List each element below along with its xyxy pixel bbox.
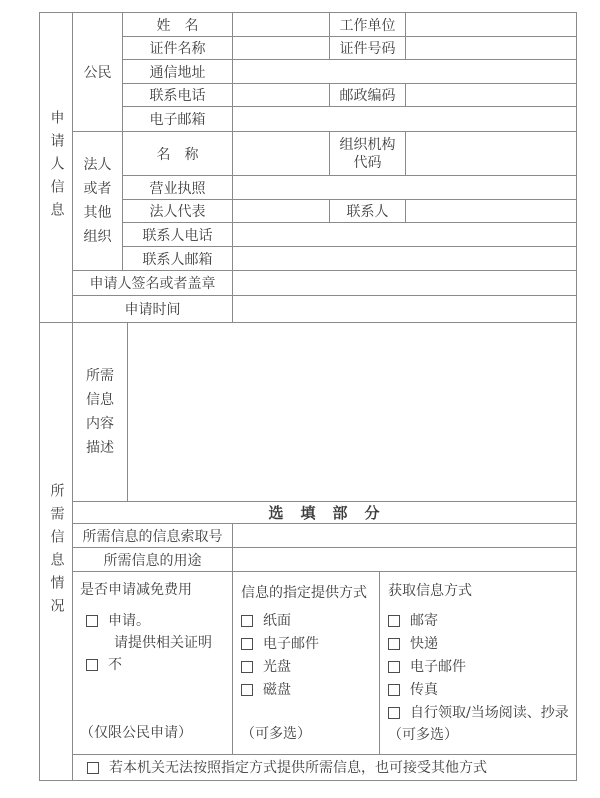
provide-method-group xyxy=(233,572,380,755)
footer-text: 若本机关无法按照指定方式提供所需信息，也可接受其他方式 xyxy=(109,759,487,776)
section-required-info-label: 所需信息情况 xyxy=(40,323,73,780)
fee-apply-note: 请提供相关证明 xyxy=(114,635,212,651)
fee-reduction-group xyxy=(73,572,233,755)
cert-name-label: 证件名称 xyxy=(123,37,233,60)
contact-person-input-cell[interactable] xyxy=(406,200,576,223)
signature-label: 申请人签名或者盖章 xyxy=(73,271,233,296)
provide-email-option[interactable]: 电子邮件 xyxy=(241,636,377,652)
phone-input-cell[interactable] xyxy=(233,84,330,107)
email-label: 电子邮箱 xyxy=(123,107,233,132)
contact-phone-input-cell[interactable] xyxy=(233,223,576,247)
postal-code-input-cell[interactable] xyxy=(406,84,576,107)
cert-name-input-cell[interactable] xyxy=(233,37,330,60)
group-citizen-label: 公民 xyxy=(73,13,123,132)
purpose-label: 所需信息的用途 xyxy=(73,548,233,572)
provide-cd-option[interactable]: 光盘 xyxy=(241,659,377,675)
checkbox-fee-apply[interactable] xyxy=(86,615,98,627)
checkbox-obtain-fax[interactable] xyxy=(388,684,400,696)
group-organization-label: 法人或者其他组织 xyxy=(73,132,123,271)
org-name-input-cell[interactable] xyxy=(233,132,330,176)
legal-rep-input-cell[interactable] xyxy=(233,200,330,223)
checkbox-provide-disk[interactable] xyxy=(241,684,253,696)
obtain-method-title: 获取信息方式 xyxy=(388,583,472,599)
optional-section-header: 选 填 部 分 xyxy=(73,502,576,524)
checkbox-provide-cd[interactable] xyxy=(241,661,253,673)
index-number-input-cell[interactable] xyxy=(233,524,576,548)
address-label: 通信地址 xyxy=(123,60,233,84)
contact-phone-label: 联系人电话 xyxy=(123,223,233,247)
email-input-cell[interactable] xyxy=(233,107,576,132)
checkbox-obtain-email[interactable] xyxy=(388,661,400,673)
obtain-note: （可多选） xyxy=(388,727,458,743)
checkbox-obtain-self[interactable] xyxy=(388,707,400,719)
description-label: 所需信息内容描述 xyxy=(73,323,128,502)
provide-method-title: 信息的指定提供方式 xyxy=(241,585,367,601)
work-unit-input-cell[interactable] xyxy=(406,13,576,37)
org-code-label: 组织机构代码 xyxy=(330,132,406,176)
apply-time-input-cell[interactable] xyxy=(233,296,576,323)
obtain-mail-option[interactable]: 邮寄 xyxy=(388,613,574,629)
provide-disk-option[interactable]: 磁盘 xyxy=(241,682,377,698)
legal-rep-label: 法人代表 xyxy=(123,200,233,223)
section-applicant-label: 申请人信息 xyxy=(40,13,73,323)
fee-apply-option[interactable]: 申请。 xyxy=(86,613,230,629)
checkbox-obtain-express[interactable] xyxy=(388,638,400,650)
obtain-email-option[interactable]: 电子邮件 xyxy=(388,659,574,675)
address-input-cell[interactable] xyxy=(233,60,576,84)
org-name-label: 名 称 xyxy=(123,132,233,176)
signature-input-cell[interactable] xyxy=(233,271,576,296)
checkbox-footer-other-method[interactable] xyxy=(87,762,99,774)
obtain-fax-option[interactable]: 传真 xyxy=(388,682,574,698)
name-input-cell[interactable] xyxy=(233,13,330,37)
contact-person-label: 联系人 xyxy=(330,200,406,223)
apply-time-label: 申请时间 xyxy=(73,296,233,323)
org-code-input-cell[interactable] xyxy=(406,132,576,176)
application-form-table xyxy=(39,12,577,781)
fee-note: （仅限公民申请） xyxy=(80,725,192,741)
contact-email-input-cell[interactable] xyxy=(233,247,576,271)
description-input-area[interactable] xyxy=(128,323,576,502)
phone-label: 联系电话 xyxy=(123,84,233,107)
checkbox-provide-paper[interactable] xyxy=(241,615,253,627)
index-number-label: 所需信息的信息索取号 xyxy=(73,524,233,548)
obtain-self-option[interactable]: 自行领取/当场阅读、抄录 xyxy=(388,705,574,721)
purpose-input-cell[interactable] xyxy=(233,548,576,572)
work-unit-label: 工作单位 xyxy=(330,13,406,37)
checkbox-obtain-mail[interactable] xyxy=(388,615,400,627)
checkbox-fee-no[interactable] xyxy=(86,659,98,671)
other-method-option[interactable] xyxy=(73,755,576,780)
business-license-label: 营业执照 xyxy=(123,176,233,200)
postal-code-label: 邮政编码 xyxy=(330,84,406,107)
provide-paper-option[interactable]: 纸面 xyxy=(241,613,377,629)
cert-number-label: 证件号码 xyxy=(330,37,406,60)
fee-no-option[interactable]: 不 xyxy=(86,657,230,673)
name-label: 姓 名 xyxy=(123,13,233,37)
contact-email-label: 联系人邮箱 xyxy=(123,247,233,271)
fee-reduction-title: 是否申请减免费用 xyxy=(80,582,192,598)
checkbox-provide-email[interactable] xyxy=(241,638,253,650)
obtain-express-option[interactable]: 快递 xyxy=(388,636,574,652)
business-license-input-cell[interactable] xyxy=(233,176,576,200)
provide-note: （可多选） xyxy=(241,726,311,742)
cert-number-input-cell[interactable] xyxy=(406,37,576,60)
obtain-method-group xyxy=(380,572,576,755)
